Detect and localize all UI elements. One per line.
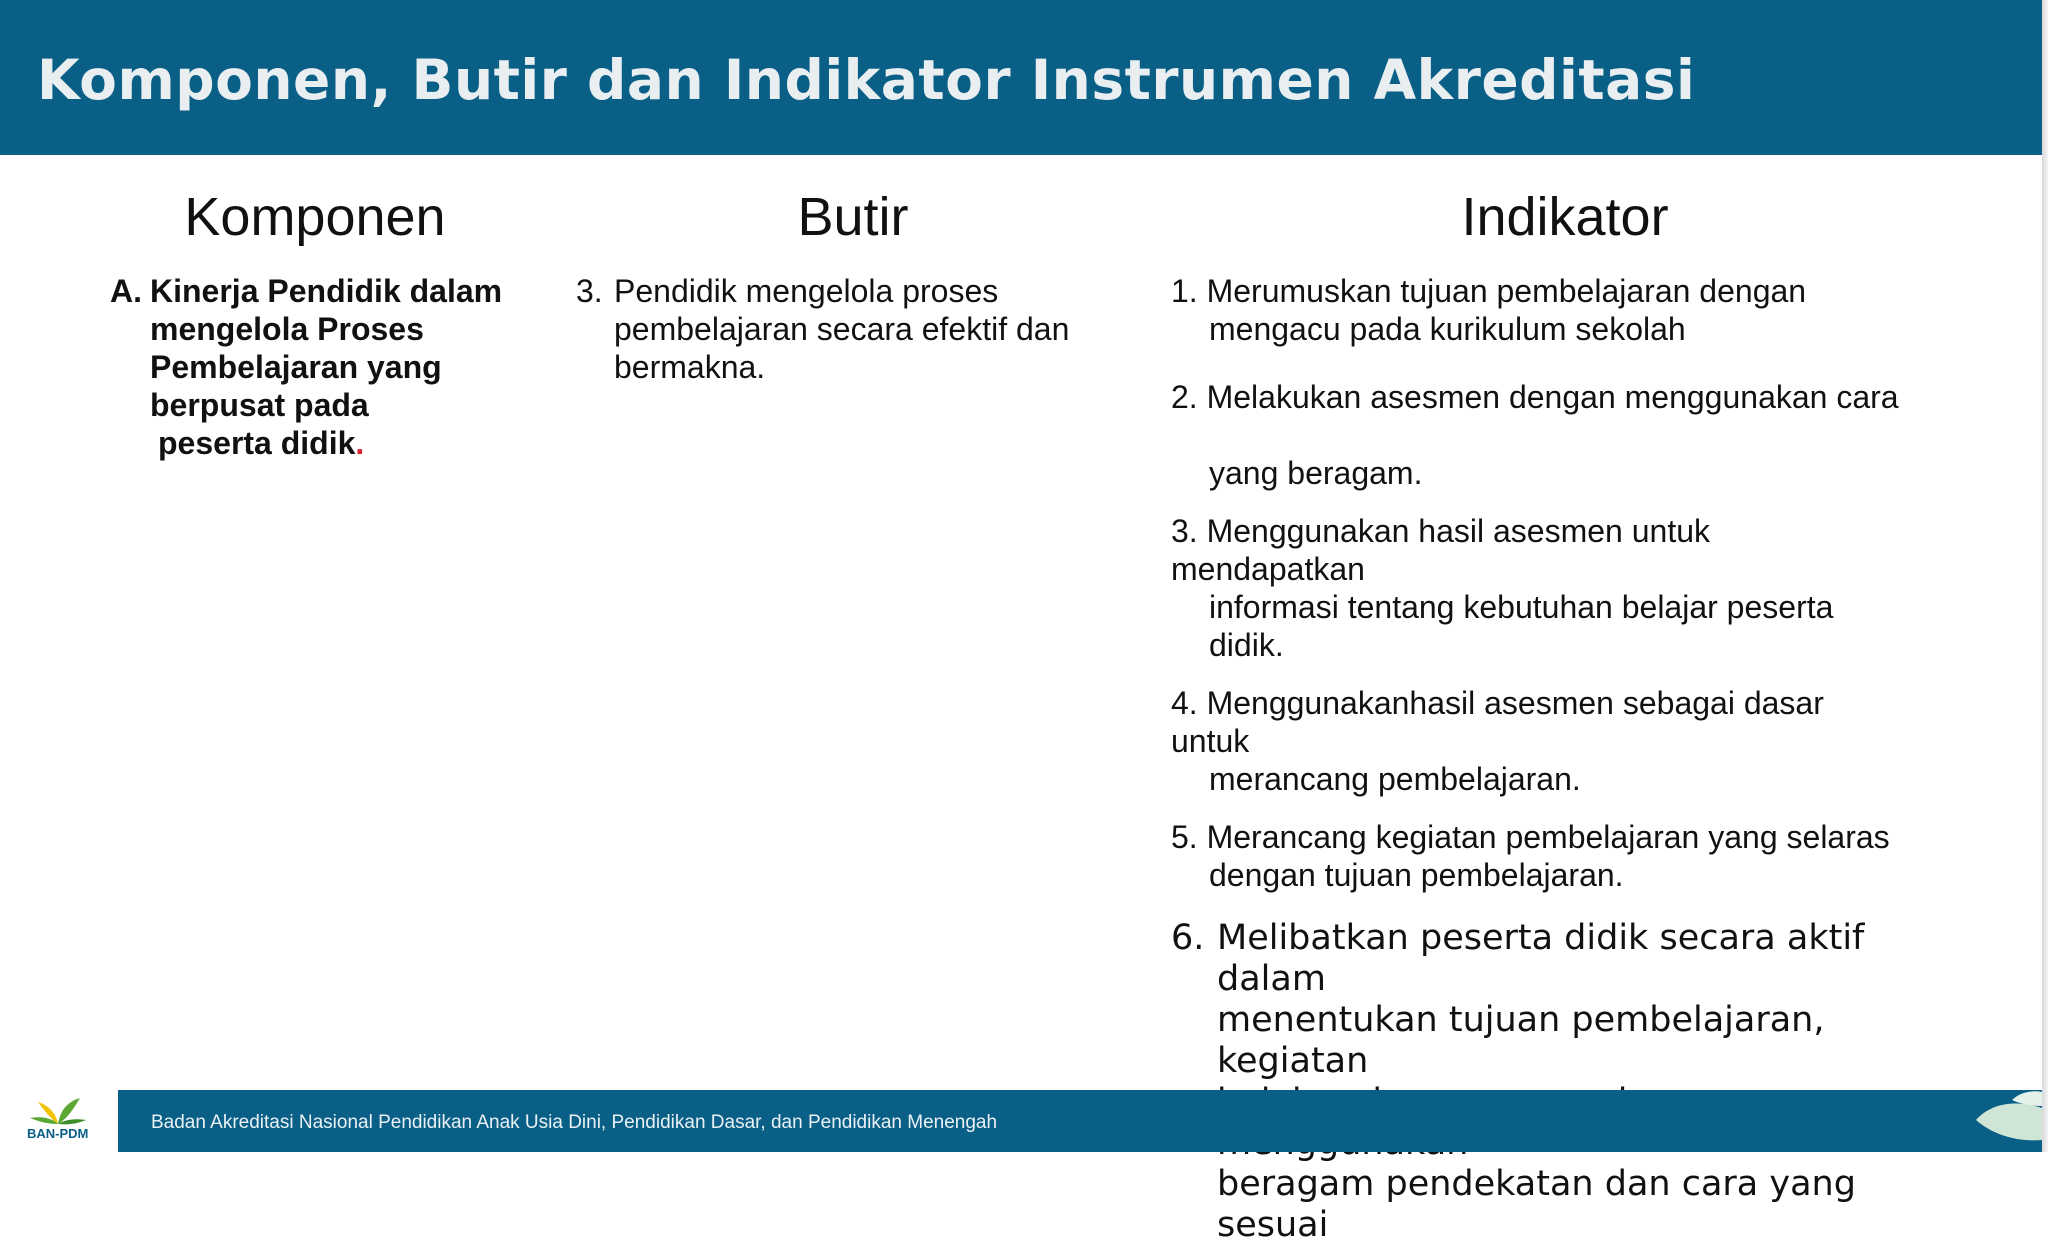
indikator-line: didik. bbox=[1209, 627, 1284, 663]
butir-text bbox=[614, 272, 1134, 386]
header-bar bbox=[0, 0, 2042, 155]
komponen-line: berpusat pada bbox=[150, 387, 369, 423]
indikator-item-1 bbox=[1171, 272, 1971, 348]
komponen-line: Kinerja Pendidik dalam bbox=[150, 273, 503, 309]
komponen-letter: A. bbox=[110, 273, 142, 309]
indikator-item-3 bbox=[1171, 512, 1971, 664]
ban-pdm-logo bbox=[0, 1090, 118, 1152]
butir-number: 3. bbox=[576, 273, 603, 309]
komponen-line: Pembelajaran yang bbox=[150, 349, 442, 385]
indikator-item-2 bbox=[1171, 378, 1971, 492]
butir-line: bermakna. bbox=[614, 349, 766, 385]
leaf-decoration-icon bbox=[1972, 1090, 2042, 1152]
indikator-line: dengan tujuan pembelajaran. bbox=[1209, 857, 1624, 893]
indikator-item-5 bbox=[1171, 818, 1971, 894]
komponen-line: mengelola Proses bbox=[150, 311, 424, 347]
indikator-text bbox=[1217, 918, 1977, 1246]
komponen-line: peserta didik bbox=[158, 425, 356, 461]
indikator-line: informasi tentang kebutuhan belajar peserta bbox=[1209, 589, 1834, 625]
column-header-butir: Butir bbox=[797, 187, 909, 247]
indikator-item-4 bbox=[1171, 684, 1971, 798]
indikator-line: 5. Merancang kegiatan pembelajaran yang selaras bbox=[1171, 819, 1890, 855]
komponen-red-period: . bbox=[355, 425, 365, 461]
indikator-number: 6. bbox=[1171, 918, 1205, 958]
indikator-line: mendapatkan bbox=[1171, 551, 1365, 587]
indikator-line: 3. Menggunakan hasil asesmen untuk bbox=[1171, 513, 1711, 549]
footer-text: Badan Akreditasi Nasional Pendidikan Anak Usia Dini, Pendidikan Dasar, dan Pendidikan Menengah bbox=[151, 1112, 998, 1133]
indikator-line: yang beragam. bbox=[1209, 455, 1423, 491]
indikator-line: 4. Menggunakanhasil asesmen sebagai dasar bbox=[1171, 685, 1824, 721]
column-header-komponen: Komponen bbox=[184, 187, 446, 247]
indikator-line: untuk bbox=[1171, 723, 1250, 759]
right-edge-shadow bbox=[2042, 0, 2048, 1152]
indikator-line: 1. Merumuskan tujuan pembelajaran dengan bbox=[1171, 273, 1807, 309]
indikator-line: merancang pembelajaran. bbox=[1209, 761, 1581, 797]
indikator-line: mengacu pada kurikulum sekolah bbox=[1209, 311, 1686, 347]
footer-bar bbox=[118, 1090, 2042, 1152]
indikator-line: menentukan tujuan pembelajaran, kegiatan bbox=[1217, 1000, 1825, 1081]
sprout-logo-icon bbox=[0, 1090, 118, 1130]
komponen-last-line bbox=[150, 424, 570, 462]
butir-line: pembelajaran secara efektif dan bbox=[614, 311, 1070, 347]
column-header-indikator: Indikator bbox=[1461, 187, 1669, 247]
indikator-line: beragam pendekatan dan cara yang sesuai bbox=[1217, 1164, 1856, 1245]
komponen-text bbox=[150, 272, 570, 462]
indikator-line: Melibatkan peserta didik secara aktif dalam bbox=[1217, 918, 1865, 999]
page-title: Komponen, Butir dan Indikator Instrumen Akreditasi bbox=[37, 48, 1696, 112]
logo-text: BAN-PDM bbox=[27, 1126, 89, 1141]
indikator-line: 2. Melakukan asesmen dengan menggunakan cara bbox=[1171, 379, 1899, 415]
butir-line: Pendidik mengelola proses bbox=[614, 273, 999, 309]
